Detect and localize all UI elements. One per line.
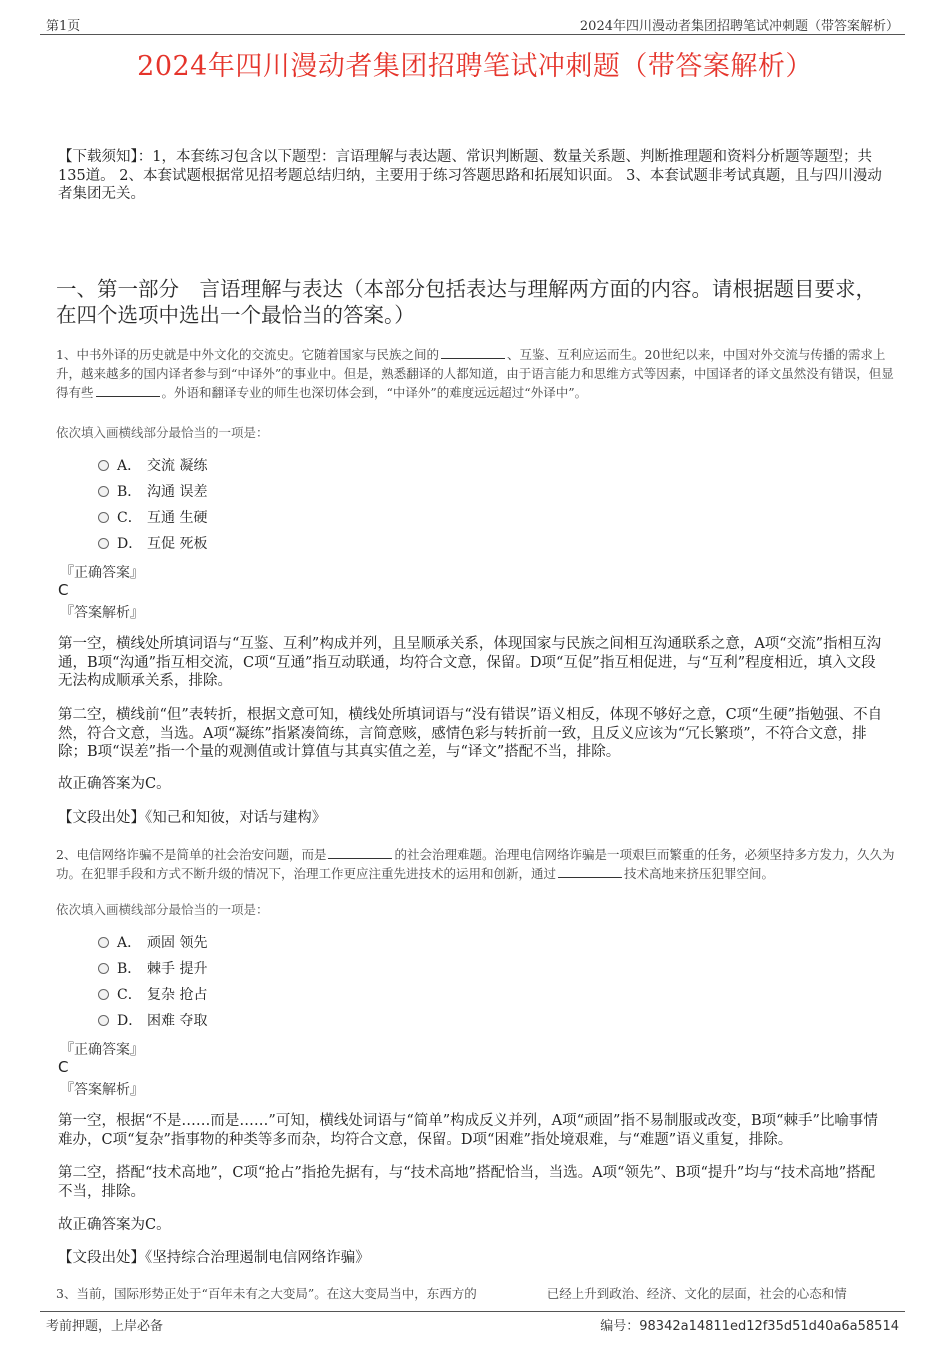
q1-prompt: 依次填入画横线部分最恰当的一项是： (56, 425, 269, 440)
q1-source: 【文段出处】《知己和知彼，对话与建构》 (58, 810, 327, 826)
q2-prompt: 依次填入画横线部分最恰当的一项是： (56, 902, 269, 917)
option-key: A． (117, 935, 142, 951)
option-text: 交流 凝练 (147, 458, 208, 474)
option-key: C． (117, 510, 142, 526)
document-title: 2024年四川漫动者集团招聘笔试冲刺题（带答案解析） (137, 51, 813, 82)
option-text: 棘手 提升 (147, 961, 208, 977)
fill-blank (558, 865, 622, 878)
footer-slogan: 考前押题，上岸必备 (46, 1319, 164, 1334)
option-key: B． (117, 961, 142, 977)
q2-analysis-paragraph-2: 第二空，搭配“技术高地”，C项“抢占”指抢先据有，与“技术高地”搭配恰当，当选。A项“领先”、B项“提升”均与“技术高地”搭配不当，排除。 (58, 1165, 876, 1200)
q1-option-c[interactable] (98, 505, 207, 531)
q1-analysis-paragraph-2: 第二空，横线前“但”表转折，根据文意可知，横线处所填词语与“没有错误”语义相反，体现不够好之意，C项“生硬”指勉强、不自然，符合文意，当选。A项“凝练”指紧凑简练，言简意赅，感情色彩与转折前一致，且反义应该为“冗长繁琐”，不符合文意，排除；B项“误差”指一个量的观测值或计算值与其真实值之差，与“译文”搭配不当，排除。 (58, 707, 883, 760)
option-text: 互通 生硬 (147, 510, 208, 526)
option-key: B． (117, 484, 142, 500)
option-key: D． (117, 1013, 143, 1029)
q2-option-b[interactable] (98, 956, 207, 982)
radio-button-icon[interactable] (98, 460, 109, 471)
q1-stem-part-c: 。外语和翻译专业的师生也深切体会到，“中译外”的难度远远超过“外译中”。 (161, 385, 588, 400)
q2-source: 【文段出处】《坚持综合治理遏制电信网络诈骗》 (58, 1250, 370, 1266)
q1-options (98, 453, 207, 557)
q2-analysis-label: 『答案解析』 (60, 1082, 144, 1098)
radio-button-icon[interactable] (98, 989, 109, 1000)
option-text: 互促 死板 (147, 536, 208, 552)
q1-answer: C (58, 581, 69, 599)
radio-button-icon[interactable] (98, 512, 109, 523)
section-heading: 一、第一部分 言语理解与表达（本部分包括表达与理解两方面的内容。请根据题目要求，在四个选项中选出一个最恰当的答案。） (56, 277, 876, 327)
q3-stem-part-b: 已经上升到政治、经济、文化的层面，社会的心态和情 (546, 1286, 847, 1301)
q1-conclusion: 故正确答案为C。 (58, 776, 171, 792)
q3-stem-part-a: 3、当前，国际形势正处于“百年未有之大变局”。在这大变局当中，东西方的 (56, 1286, 477, 1301)
q2-answer: C (58, 1058, 69, 1076)
radio-button-icon[interactable] (98, 486, 109, 497)
option-text: 顽固 领先 (147, 935, 208, 951)
option-key: D． (117, 536, 143, 552)
q2-stem-part-c: 技术高地来挤压犯罪空间。 (624, 866, 775, 881)
q1-answer-label: 『正确答案』 (60, 565, 144, 581)
header-doc-title: 2024年四川漫动者集团招聘笔试冲刺题（带答案解析） (579, 19, 899, 34)
q1-stem-part-a: 1、中书外译的历史就是中外文化的交流史。它随着国家与民族之间的 (56, 347, 439, 362)
download-notice: 【下载须知】：1，本套练习包含以下题型：言语理解与表达题、常识判断题、数量关系题、判断推理题和资料分析题等题型；共135道。 2、本套试题根据常见招考题总结归纳，主要用于练习答题思路和拓展知识面。 3、本套试题非考试真题，且与四川漫动者集团无关。 (58, 149, 882, 202)
option-text: 复杂 抢占 (147, 987, 208, 1003)
option-key: A． (117, 458, 142, 474)
q2-answer-label: 『正确答案』 (60, 1042, 144, 1058)
fill-blank (96, 384, 160, 397)
q2-stem-part-b: 的社会治理难题。治理电信网络诈骗是一项艰巨而繁重的任务，必须坚持多方发力，久久为功。在犯罪手段和方式不断升级的情况下，治理工作更应注重先进技术的运用和创新，通过 (56, 847, 895, 881)
q1-analysis-label: 『答案解析』 (60, 605, 144, 621)
serial-label: 编号： (600, 1319, 640, 1334)
radio-button-icon[interactable] (98, 963, 109, 974)
question-3-stem (56, 1284, 901, 1302)
q1-option-d[interactable] (98, 531, 207, 557)
question-1-stem (56, 345, 901, 402)
serial-number: 98342a14811ed12f35d51d40a6a58514 (639, 1319, 899, 1334)
option-key: C． (117, 987, 142, 1003)
fill-blank (441, 346, 505, 359)
radio-button-icon[interactable] (98, 937, 109, 948)
radio-button-icon[interactable] (98, 538, 109, 549)
fill-blank (328, 846, 392, 859)
page-header (40, 12, 905, 35)
question-2-stem (56, 845, 901, 883)
q2-option-a[interactable] (98, 930, 207, 956)
page-footer (40, 1311, 905, 1334)
q1-option-b[interactable] (98, 479, 207, 505)
q1-analysis-paragraph-1: 第一空，横线处所填词语与“互鉴、互利”构成并列，且呈顺承关系，体现国家与民族之间相互沟通联系之意，A项“交流”指相互沟通，B项“沟通”指互相交流，C项“互通”指互动联通，均符合文意，保留。D项“互促”指互相促进，与“互利”程度相近，填入文段无法构成顺承关系，排除。 (58, 636, 882, 689)
radio-button-icon[interactable] (98, 1015, 109, 1026)
q2-options (98, 930, 207, 1034)
q2-option-d[interactable] (98, 1008, 207, 1034)
q2-analysis-paragraph-1: 第一空，根据“不是……而是……”可知，横线处词语与“简单”构成反义并列，A项“顽固”指不易制服或改变，B项“棘手”比喻事情难办，C项“复杂”指事物的种类等多而杂，均符合文意，保留。D项“困难”指处境艰难，与“难题”语义重复，排除。 (58, 1113, 878, 1148)
q2-option-c[interactable] (98, 982, 207, 1008)
option-text: 沟通 误差 (147, 484, 208, 500)
q2-stem-part-a: 2、电信网络诈骗不是简单的社会治安问题，而是 (56, 847, 327, 862)
q1-stem-part-b: 、互鉴、互利应运而生。20世纪以来，中国对外交流与传播的需求上升，越来越多的国内译者参与到“中译外”的事业中。但是，熟悉翻译的人都知道，由于语言能力和思维方式等因素，中国译者的译文虽然没有错误，但显得有些 (56, 347, 894, 400)
footer-serial (600, 1315, 899, 1334)
option-text: 困难 夺取 (147, 1013, 208, 1029)
page-number: 第1页 (46, 19, 81, 34)
q1-option-a[interactable] (98, 453, 207, 479)
q2-conclusion: 故正确答案为C。 (58, 1217, 171, 1233)
